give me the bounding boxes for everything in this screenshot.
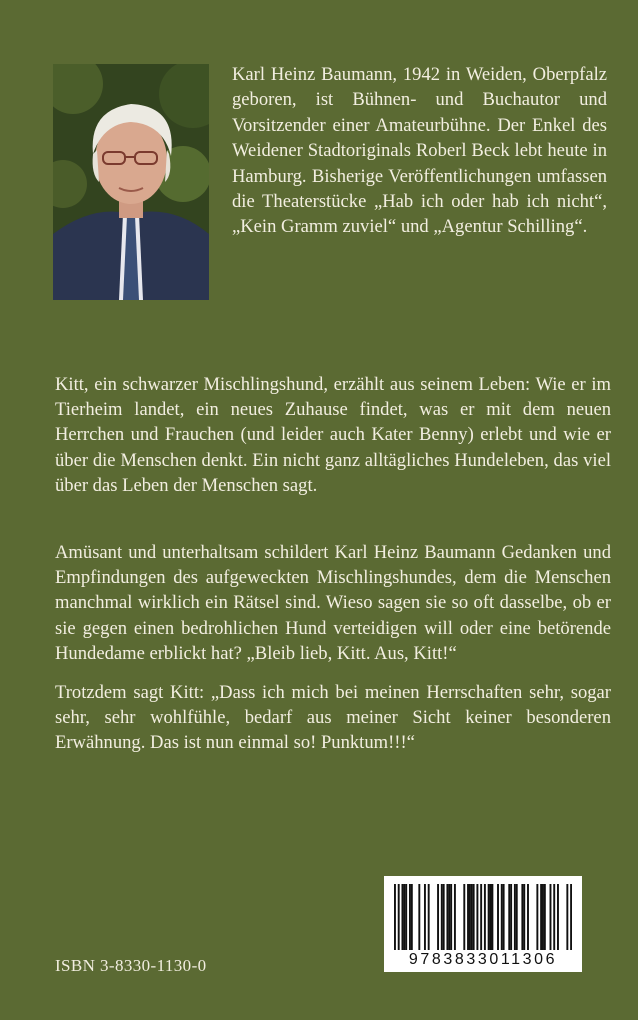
barcode-bar bbox=[428, 884, 430, 950]
barcode-bar bbox=[566, 884, 568, 950]
barcode-bar bbox=[401, 884, 403, 950]
author-bio: Karl Heinz Baumann, 1942 in Weiden, Oberpfalz geboren, ist Bühnen- und Buchautor und Vorsitzender einer Amateurbühne. Der Enkel des Weidener Stadtoriginals Roberl Beck lebt heute in Hamburg. Bisherige Veröffentlichungen umfassen die Theaterstücke „Hab ich oder hab ich nicht“, „Kein Gramm zuviel“ und „Agentur Schilling“. bbox=[232, 64, 607, 238]
barcode-bar bbox=[557, 884, 559, 950]
barcode-bars bbox=[394, 884, 572, 950]
barcode-bar bbox=[437, 884, 439, 950]
barcode-bar bbox=[424, 884, 426, 950]
barcode-bar bbox=[491, 884, 493, 950]
barcode-bar bbox=[570, 884, 572, 950]
barcode-bar bbox=[467, 884, 469, 950]
barcode-bar bbox=[471, 884, 473, 950]
synopsis-paragraph-2: Amüsant und unterhaltsam schildert Karl Heinz Baumann Gedanken und Empfindungen des aufgeweckten Mischlingshundes, dem die Menschen manchmal wirklich ein Rätsel sind. Wieso sagen sie so oft dasselbe, ob er sie gegen einen bedrohlichen Hund verteidigen will oder eine betörende Hundedame erblickt hat? „Bleib lieb, Kitt. Aus, Kitt!“ bbox=[55, 542, 611, 664]
barcode-bar bbox=[514, 884, 516, 950]
synopsis-paragraph-3: Trotzdem sagt Kitt: „Dass ich mich bei meinen Herrschaften sehr, sogar sehr, sehr wohlfühle, bedarf aus meiner Sicht keiner besonderen Erwähnung. Das ist nun einmal so! Punktum!!!“ bbox=[55, 682, 611, 754]
barcode-bar bbox=[501, 884, 503, 950]
barcode-bar bbox=[409, 884, 411, 950]
barcode-bar bbox=[488, 884, 490, 950]
barcode-bar bbox=[550, 884, 552, 950]
barcode-bar bbox=[544, 884, 546, 950]
barcode-bar bbox=[536, 884, 538, 950]
barcode-bar bbox=[523, 884, 525, 950]
barcode-bar bbox=[553, 884, 555, 950]
barcode-bar bbox=[446, 884, 448, 950]
barcode-bar bbox=[405, 884, 407, 950]
barcode-bar bbox=[508, 884, 510, 950]
barcode bbox=[384, 876, 582, 972]
barcode-bar bbox=[411, 884, 413, 950]
barcode-bar bbox=[516, 884, 518, 950]
barcode-bar bbox=[480, 884, 482, 950]
barcode-bar bbox=[503, 884, 505, 950]
author-photo bbox=[53, 64, 209, 300]
barcode-bar bbox=[490, 884, 492, 950]
barcode-bar bbox=[484, 884, 486, 950]
barcode-bar bbox=[469, 884, 471, 950]
barcode-bar bbox=[473, 884, 475, 950]
barcode-bar bbox=[510, 884, 512, 950]
barcode-bar bbox=[403, 884, 405, 950]
barcode-bar bbox=[443, 884, 445, 950]
barcode-bar bbox=[394, 884, 396, 950]
barcode-bar bbox=[521, 884, 523, 950]
barcode-bar bbox=[540, 884, 542, 950]
barcode-bar bbox=[418, 884, 420, 950]
isbn-label: ISBN 3-8330-1130-0 bbox=[55, 956, 207, 975]
barcode-bar bbox=[448, 884, 450, 950]
barcode-bar bbox=[476, 884, 478, 950]
barcode-bar bbox=[542, 884, 544, 950]
barcode-bar bbox=[441, 884, 443, 950]
barcode-bar bbox=[398, 884, 400, 950]
barcode-bar bbox=[450, 884, 452, 950]
synopsis-paragraph-1: Kitt, ein schwarzer Mischlingshund, erzählt aus seinem Leben: Wie er im Tierheim landet, ein neues Zuhause findet, was er mit dem neuen Herrchen und Frauchen (und leider auch Kater Benny) erlebt und wie er über die Menschen denkt. Ein nicht ganz alltägliches Hundeleben, das viel über das Leben der Menschen sagt. bbox=[55, 374, 611, 496]
barcode-bar bbox=[527, 884, 529, 950]
barcode-bar bbox=[454, 884, 456, 950]
barcode-bar bbox=[497, 884, 499, 950]
author-portrait-image bbox=[53, 64, 209, 300]
barcode-bar bbox=[463, 884, 465, 950]
barcode-digits: 9783833011306 bbox=[408, 951, 558, 968]
